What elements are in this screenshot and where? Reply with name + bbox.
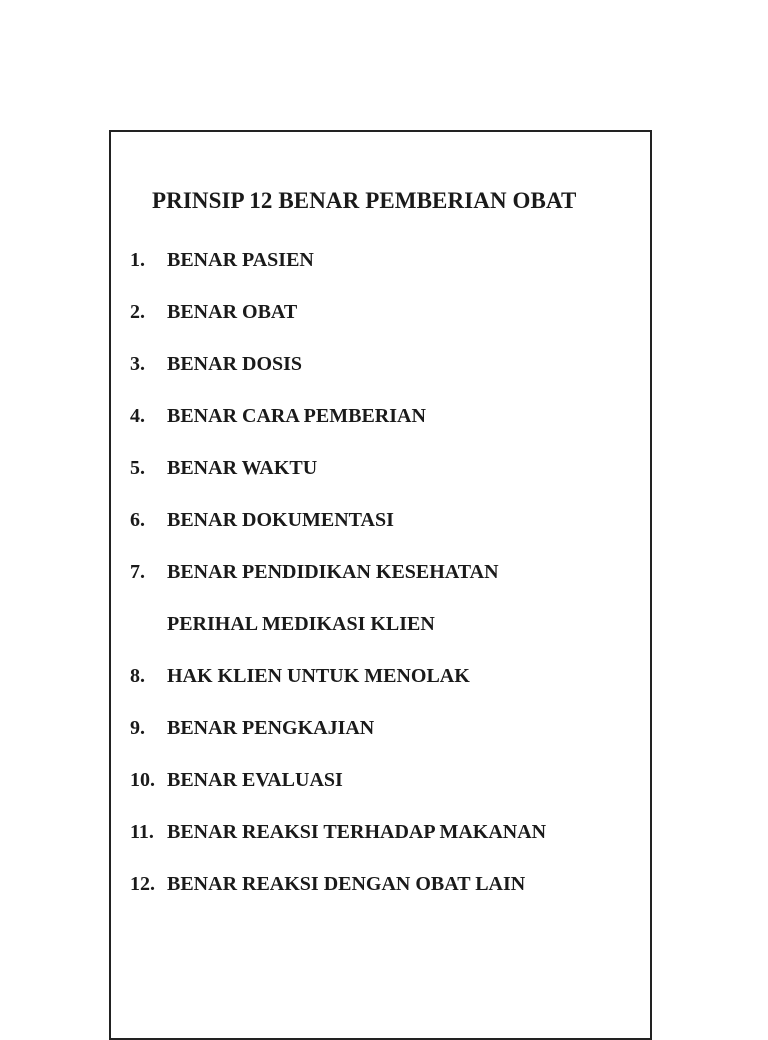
list-item-number: 11.	[130, 821, 154, 843]
list-item-11	[130, 819, 546, 845]
list-item-number: 7.	[130, 561, 145, 583]
list-item-number: 5.	[130, 457, 145, 479]
list-item-text: BENAR DOSIS	[167, 353, 303, 375]
list-item-6	[130, 507, 394, 533]
list-item-number: 10.	[130, 769, 155, 791]
list-item-text: HAK KLIEN UNTUK MENOLAK	[167, 665, 470, 687]
list-item-8	[130, 663, 470, 689]
list-item-7-continuation: PERIHAL MEDIKASI KLIEN	[167, 613, 435, 635]
list-item-7	[130, 559, 499, 585]
list-item-12	[130, 871, 525, 897]
list-item-text: BENAR EVALUASI	[167, 769, 343, 791]
list-item-number: 3.	[130, 353, 145, 375]
list-item-text: BENAR PENDIDIKAN KESEHATAN	[167, 561, 499, 583]
list-item-text: BENAR DOKUMENTASI	[167, 509, 394, 531]
list-item-number: 8.	[130, 665, 145, 687]
list-item-3	[130, 351, 302, 377]
list-item-text: BENAR OBAT	[167, 301, 298, 323]
list-item-text: BENAR WAKTU	[167, 457, 318, 479]
list-item-2	[130, 299, 297, 325]
list-item-number: 2.	[130, 301, 145, 323]
list-item-text: BENAR CARA PEMBERIAN	[167, 405, 426, 427]
document-title: PRINSIP 12 BENAR PEMBERIAN OBAT	[152, 188, 577, 213]
list-item-number: 6.	[130, 509, 145, 531]
list-item-number: 12.	[130, 873, 155, 895]
list-item-9	[130, 715, 374, 741]
list-item-1	[130, 247, 314, 273]
list-item-number: 1.	[130, 249, 145, 271]
list-item-5	[130, 455, 317, 481]
list-item-text: BENAR PENGKAJIAN	[167, 717, 375, 739]
list-item-text: BENAR REAKSI TERHADAP MAKANAN	[167, 821, 547, 843]
list-item-number: 4.	[130, 405, 145, 427]
list-item-4	[130, 403, 426, 429]
list-item-text: BENAR REAKSI DENGAN OBAT LAIN	[167, 873, 526, 895]
list-item-number: 9.	[130, 717, 145, 739]
list-item-10	[130, 767, 343, 793]
list-item-text: BENAR PASIEN	[167, 249, 314, 271]
